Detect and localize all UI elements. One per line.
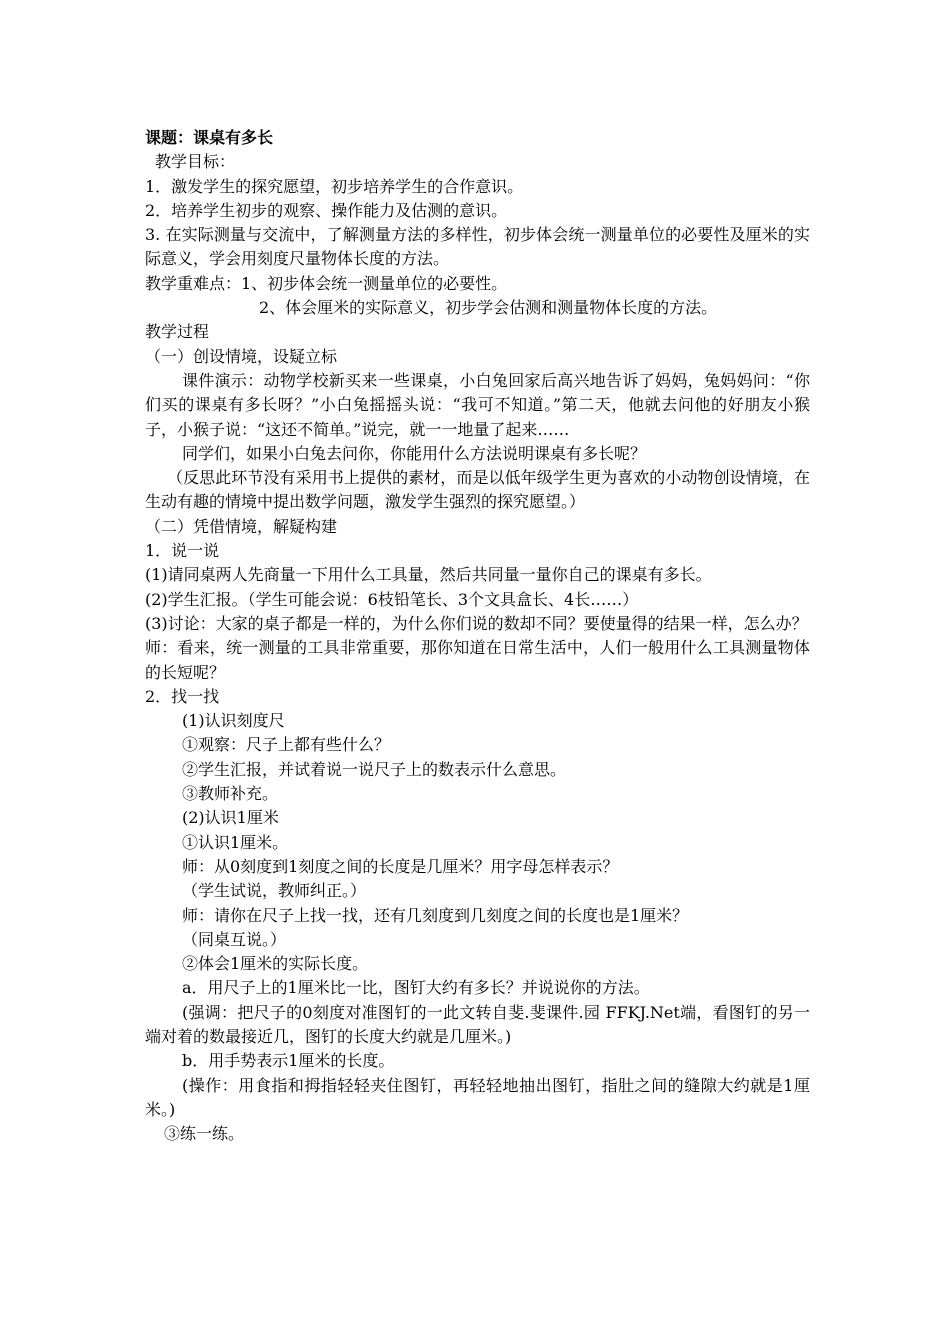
text-line: （一）创设情境，设疑立标 — [145, 346, 338, 366]
text-line: （学生试说，教师纠正。） — [182, 881, 367, 901]
text-line: ①认识1厘米。 — [182, 832, 289, 852]
text-line: 师：看来，统一测量的工具非常重要，那你知道在日常生活中，人们一般用什么工具测量物体的长短呢？ — [145, 638, 810, 682]
text-line: (3)讨论：大家的桌子都是一样的，为什么你们说的数却不同？要使量得的结果一样，怎么办？ — [145, 613, 808, 633]
text-line: 师：从0刻度到1刻度之间的长度是几厘米？用字母怎样表示？ — [182, 856, 619, 876]
text-line: (2)学生汇报。（学生可能会说：6枝铅笔长、3个文具盒长、4长……） — [145, 589, 639, 609]
text-line: ②学生汇报，并试着说一说尺子上的数表示什么意思。 — [182, 759, 567, 779]
document-body — [145, 126, 810, 1146]
text-line: （二）凭借情境，解疑构建 — [145, 516, 338, 536]
text-line: 课件演示：动物学校新买来一些课桌，小白兔回家后高兴地告诉了妈妈，兔妈妈问：“你们买的课桌有多长呀？”小白兔摇摇头说：“我可不知道。”第二天，他就去问他的好朋友小猴子，小猴子说：“这还不简单。”说完，就一一地量了起来…… — [145, 370, 810, 439]
text-line: 1．说一说 — [145, 541, 220, 561]
text-line: 教学目标： — [155, 152, 236, 172]
text-line: ②体会1厘米的实际长度。 — [182, 954, 369, 974]
text-line: 师：请你在尺子上找一找，还有几刻度到几刻度之间的长度也是1厘米？ — [182, 905, 689, 925]
text-line: ③练一练。 — [164, 1124, 245, 1144]
text-line: 2．找一找 — [145, 686, 220, 706]
text-line: (强调：把尺子的0刻度对准图钉的一此文转自斐.斐课件.园 FFKJ.Net端，看图钉的另一端对着的数最接近几，图钉的长度大约就是几厘米。) — [145, 1002, 810, 1046]
text-line: ①观察：尺子上都有些什么？ — [182, 735, 391, 755]
text-line: 同学们，如果小白兔去问你，你能用什么方法说明课桌有多长呢？ — [182, 443, 647, 463]
text-line: 教学重难点：1、初步体会统一测量单位的必要性。 — [145, 273, 508, 293]
text-line: 2．培养学生初步的观察、操作能力及估测的意识。 — [145, 200, 508, 220]
text-line: b．用手势表示1厘米的长度。 — [182, 1051, 395, 1071]
text-line: (1)请同桌两人先商量一下用什么工具量，然后共同量一量你自己的课桌有多长。 — [145, 565, 712, 585]
document-lines — [145, 150, 810, 1146]
text-line: a．用尺子上的1厘米比一比，图钉大约有多长？并说说你的方法。 — [182, 978, 650, 998]
document-title: 课题：课桌有多长 — [145, 128, 274, 147]
text-line: (2)认识1厘米 — [182, 808, 279, 828]
text-line: 2、体会厘米的实际意义，初步学会估测和测量物体长度的方法。 — [259, 298, 718, 318]
text-line: 1．激发学生的探究愿望，初步培养学生的合作意识。 — [145, 176, 524, 196]
text-line: 3. 在实际测量与交流中，了解测量方法的多样性，初步体会统一测量单位的必要性及厘米的实际意义，学会用刻度尺量物体长度的方法。 — [145, 225, 810, 269]
text-line: ③教师补充。 — [182, 784, 279, 804]
text-line: (1)认识刻度尺 — [182, 711, 285, 731]
text-line: (操作：用食指和拇指轻轻夹住图钉，再轻轻地抽出图钉，指肚之间的缝隙大约就是1厘米。) — [145, 1075, 810, 1119]
text-line: 教学过程 — [145, 322, 210, 342]
text-line: （同桌互说。） — [182, 929, 287, 949]
text-line: （反思此环节没有采用书上提供的素材，而是以低年级学生更为喜欢的小动物创设情境，在生动有趣的情境中提出数学问题，激发学生强烈的探究愿望。） — [145, 468, 810, 512]
